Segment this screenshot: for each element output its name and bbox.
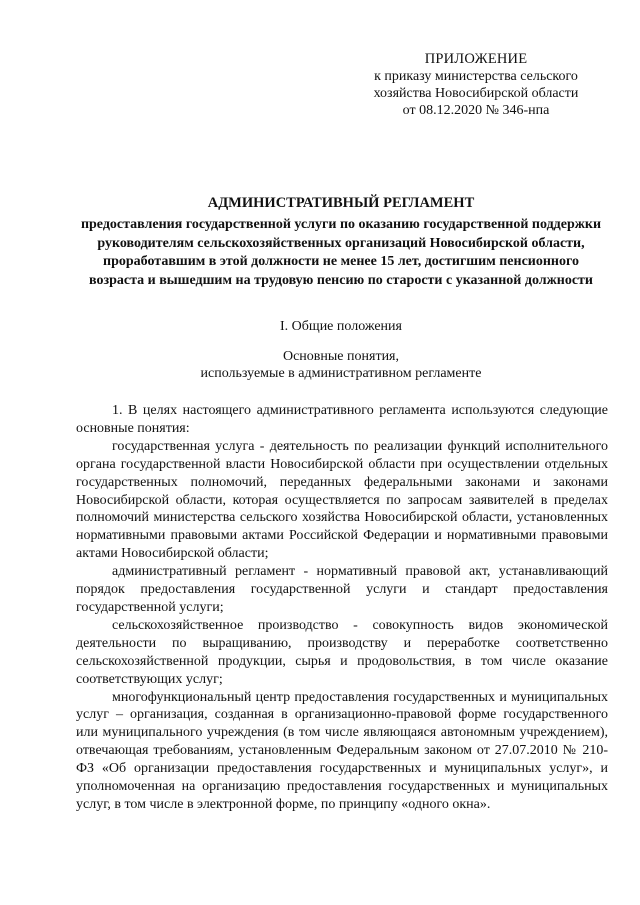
body-text (76, 402, 608, 814)
paragraph: многофункциональный центр предоставления государственных и муниципальных услуг – организация, созданная в организационно-правовой форме государственного или муниципального учреждения (в том числе являющаяся автономным учреждением), отвечающая требованиям, установленным Федеральным законом от 27.07.2010 № 210-ФЗ «Об организации предоставления государственных и муниципальных услуг», и уполномоченная на организацию предоставления государственных и муниципальных услуг, в том числе в электронной форме, по принципу «одного окна». (76, 689, 608, 812)
paragraph: сельскохозяйственное производство - совокупность видов экономической деятельности по выращиванию, производству и переработке соответственно сельскохозяйственной продукции, сырья и продовольствия, в том числе оказание соответствующих услуг; (76, 617, 608, 687)
paragraph: административный регламент - нормативный правовой акт, устанавливающий порядок предоставления государственной услуги и стандарт предоставления государственной услуги; (76, 564, 608, 615)
section-heading: I. Общие положения (280, 319, 402, 334)
approval-heading: ПРИЛОЖЕНИЕ (424, 51, 528, 67)
paragraph: государственная услуга - деятельность по реализации функций исполнительного органа государственной власти Новосибирской области при осуществлении отдельных государственных полномочий, переданных федеральными законами и законами Новосибирской области, которая осуществляется по запросам заявителей в пределах полномочий министерства сельского хозяйства Новосибирской области, установленных нормативными правовыми актами Российской Федерации и нормативными правовыми актами Новосибирской области; (76, 438, 608, 562)
concepts-heading-line-2: используемые в административном регламенте (200, 366, 482, 381)
approval-block (356, 51, 596, 119)
approval-line-3: от 08.12.2020 № 346-нпа (402, 103, 550, 118)
paragraph: 1. В целях настоящего административного регламента используются следующие основные понятия: (76, 403, 608, 436)
document-title: АДМИНИСТРАТИВНЫЙ РЕГЛАМЕНТ (207, 195, 475, 211)
title-block (76, 194, 606, 290)
document-subtitle: предоставления государственной услуги по оказанию государственной поддержки руководителям сельскохозяйственных организаций Новосибирской области, проработавшим в этой должности не менее 15 лет, достигшим пенсионного возраста и вышедшим на трудовую пенсию по старости с указанной должности (80, 217, 602, 288)
approval-line-1: к приказу министерства сельского (374, 69, 578, 84)
concepts-heading-line-1: Основные понятия, (282, 349, 399, 364)
concepts-heading (76, 348, 606, 382)
approval-line-2: хозяйства Новосибирской области (373, 86, 579, 101)
